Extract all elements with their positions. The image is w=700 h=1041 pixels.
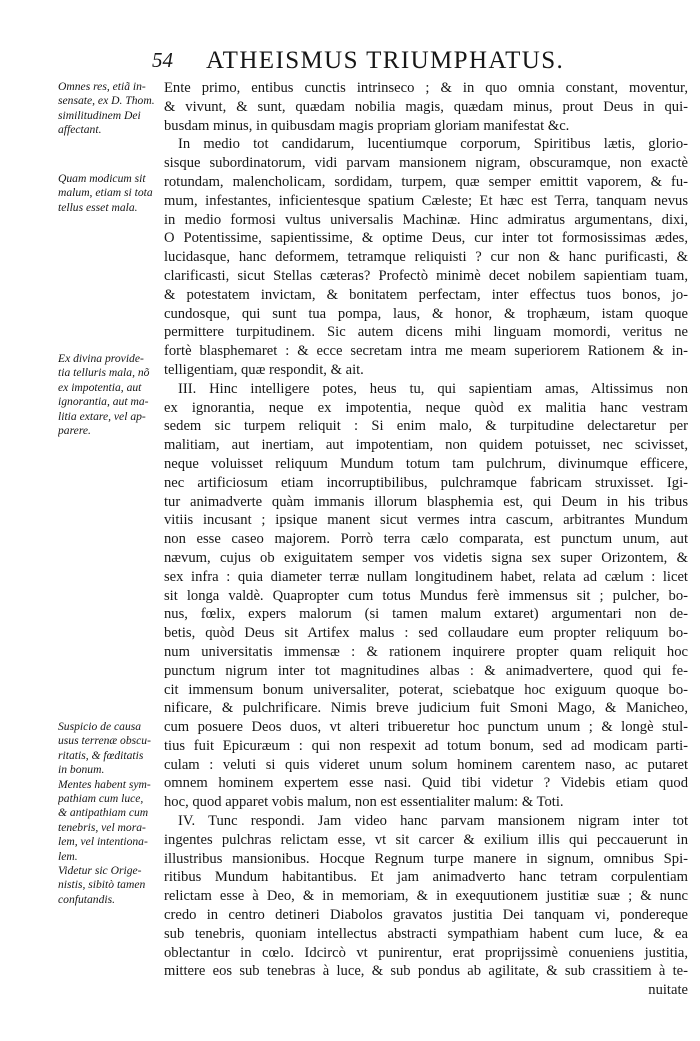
margin-note-1	[58, 80, 158, 138]
main-text-block	[164, 79, 688, 1000]
margin-line: tia telluris mala, nõ	[58, 366, 150, 380]
margin-line: similitudinem Dei	[58, 108, 141, 122]
text-line: & vivunt, & sunt, quædam nobilia magis, quædam minus, prout Deus in qui-	[164, 98, 688, 115]
text-line: sisque subordinatorum, vidi parvam mansionem nigram, obscuramque, non exactè	[164, 155, 688, 172]
text-line: non esse caseo majorem. Porrò terra cælo comparata, est punctum unum, aut	[164, 531, 688, 548]
text-line: mum, infestantes, inficientesque spatium Cæleste; Et hæc est Terra, tanquam nevus	[164, 192, 688, 209]
margin-line: ritatis, & fœditatis	[58, 748, 144, 762]
margin-line: ex impotentia, aut	[58, 380, 142, 394]
margin-line: tellus esset mala.	[58, 200, 138, 214]
text-line: sit longa valdè. Quapropter cum totus Mundus ferè immensus sit ; pulcher, bo-	[164, 587, 688, 604]
text-line: cum posuere Deos duos, vt alteri tribueretur hoc punctum unum ; & longè stul-	[164, 719, 688, 736]
text-line: fortè blasphemaret : & ecce secretam intra me meam superiorem Rationem & in-	[164, 343, 688, 360]
margin-line: malum, etiam si tota	[58, 186, 153, 200]
text-line: punctum nigrum inter tot magnitudines albas : & animadvertere, quod qui fe-	[164, 662, 688, 679]
margin-line: lem, vel intentiona-	[58, 835, 148, 849]
text-line: III. Hinc intelligere potes, heus tu, qui sapientiam amas, Altissimus non	[178, 380, 688, 397]
text-line: malitiam, aut inertiam, aut impotentiam, non quidem potuisset, nec scivisset,	[164, 437, 688, 454]
margin-line: affectant.	[58, 123, 102, 137]
text-line: In medio tot candidarum, lucentiumque corporum, Spiritibus lætis, glorio-	[178, 136, 688, 153]
catchword: nuitate	[648, 982, 688, 999]
margin-line: Mentes habent sym-	[58, 777, 151, 791]
text-line: & potestatem invictam, & bonitatem perfectam, inter effectus tuos bonos, jo-	[164, 286, 688, 303]
margin-line: Quam modicum sit	[58, 172, 146, 185]
text-line: oblectantur in cœlo. Idcircò vt punirentur, erat proprijssimè conueniens justitia,	[164, 944, 688, 961]
margin-note-3	[58, 352, 158, 438]
page-number: 54	[152, 48, 173, 72]
margin-line: usus terrenæ obscu-	[58, 734, 151, 748]
text-line: ritibus Mundum habitantibus. Et jam animadverto hanc tetram corpulentiam	[164, 869, 688, 886]
margin-line: confutandis.	[58, 892, 116, 906]
text-line: telligentiam, quæ respondit, & ait.	[164, 361, 364, 378]
text-line: tur animadverte quàm immanis illorum blasphemia est, qui Deum in his tribus	[164, 493, 688, 510]
text-line: rotundam, malencholicam, sordidam, turpem, quæ semper emittit vaporem, & fu-	[164, 173, 688, 190]
text-line: tius fuit Epicuræum : qui non respexit ad totum bonum, sed ad modicam parti-	[164, 737, 688, 754]
text-line: nificare, & pulchrificare. Nimis breve judicium fuit Smoni Mago, & Manicheo,	[164, 700, 688, 717]
text-line: num universitatis immensæ : & rationem inquirere propter quam reliquit hoc	[164, 643, 688, 660]
text-line: IV. Tunc respondi. Jam video hanc parvam mansionem nigram inter tot	[178, 813, 688, 830]
text-line: ex ignorantia, neque ex impotentia, neque quòd ex malitia hanc vestram	[164, 399, 688, 416]
text-line: sex infra : quia diameter terræ nullam longitudinem habet, relata ad cælum : licet	[164, 568, 688, 585]
margin-line: & antipathiam cum	[58, 806, 149, 820]
text-line: sedem sic turpem reliquit : Si enim malo, & turpitudine delectaretur per	[164, 418, 688, 435]
text-line: sub tenebris, quoniam intellectus abstracti sympathiam habent cum luce, & ea	[164, 925, 688, 942]
text-line: vitiis incusant ; ipsique manent sicut vermes intra cascum, arbitrantes Mundum	[164, 512, 688, 529]
margin-line: ignorantia, aut ma-	[58, 395, 149, 409]
margin-line: pathiam cum luce,	[58, 791, 144, 805]
text-line: clarificasti, sicut Stellas cæteras? Profectò minimè decet nobilem sapientiam tuam,	[164, 267, 688, 284]
text-line: culam : veluti si quis videret unum solum hominem carentem naso, ac putaret	[164, 756, 688, 773]
text-line: nus, fœlix, expers malorum (si tamen malum extaret) argumentari non de-	[164, 606, 688, 623]
text-line: permittere turpitudinem. Sic autem dicens mihi linguam momordi, veritus ne	[164, 324, 688, 341]
text-line: in medio formosi vultus universalis Machinæ. Hinc admiratus argumentans, dixi,	[164, 211, 688, 228]
margin-line: sensate, ex D. Thom.	[58, 94, 155, 108]
text-line: cundosque, qui sunt tua pompa, laus, & honor, & trophæum, istam quoque	[164, 305, 688, 322]
margin-note-2	[58, 172, 158, 215]
text-line: busdam minus, in quibusdam magis propriam gloriam manifestat &c.	[164, 117, 570, 134]
text-line: cit immensum bonum universaliter, poterat, sciebatque hoc exiguum quoque bo-	[164, 681, 688, 698]
margin-line: Suspicio de causa	[58, 720, 142, 733]
text-line: credo in centro detineri Diabolos gravatos justitia Dei tanquam vi, pondereque	[164, 907, 688, 924]
text-line: nævum, cujus ob exiguitatem semper vos videtis signa sex super Orizontem, &	[164, 549, 688, 566]
text-line: neque voluisset reliquum Mundum totum tam pulchrum, divinumque efficere,	[164, 455, 688, 472]
margin-note-4	[58, 720, 158, 907]
text-line: illustribus mansionibus. Hocque Regnum turpe manere in signum, omnibus Spi-	[164, 850, 688, 867]
text-line: relictam esse à Deo, & in memoriam, & in exequutionem justitiæ suæ ; & nunc	[164, 888, 688, 905]
text-line: nec artificiosum etiam incorruptibilibus, pulchramque fabricam struxisset. Igi-	[164, 474, 688, 491]
running-title: ATHEISMUS TRIUMPHATUS.	[206, 47, 565, 74]
text-line: Ente primo, entibus cunctis intrinseco ; & in quo omnia constant, moventur,	[164, 80, 688, 96]
text-line: omnem hominem expertem esse nasi. Quid tibi videtur ? Videbis etiam quod	[164, 775, 688, 792]
margin-line: Omnes res, etiã in-	[58, 80, 146, 93]
text-line: O Potentissime, sapientissime, & optime Deus, cur inter tot formosissimas ædes,	[164, 230, 688, 247]
margin-line: Videtur sic Orige-	[58, 863, 142, 877]
text-line: hoc, quod apparet vobis malum, non est essentialiter malum: & Toti.	[164, 794, 564, 811]
margin-line: parere.	[58, 423, 91, 437]
margin-line: tenebris, vel mora-	[58, 820, 146, 834]
text-line: betis, quòd Deus sit Artifex malus : sed collaudare eum propter reliquum bo-	[164, 625, 688, 642]
text-line: mittere eos sub tenebras à luce, & sub pondus ab agilitate, & sub crassitiem à te-	[164, 963, 688, 980]
margin-line: Ex divina provide-	[58, 352, 144, 365]
text-line: lucidasque, hanc deformem, tetramque reliquisti ? cur non & hanc purificasti, &	[164, 249, 688, 266]
text-line: ingentes pulchras relictam esse, vt sit carcer & exilium illis qui peccauerunt in	[164, 831, 688, 848]
margin-line: lem.	[58, 849, 78, 863]
margin-line: nistis, sibitò tamen	[58, 878, 146, 892]
margin-line: in bonum.	[58, 763, 105, 777]
margin-line: litia extare, vel ap-	[58, 409, 146, 423]
